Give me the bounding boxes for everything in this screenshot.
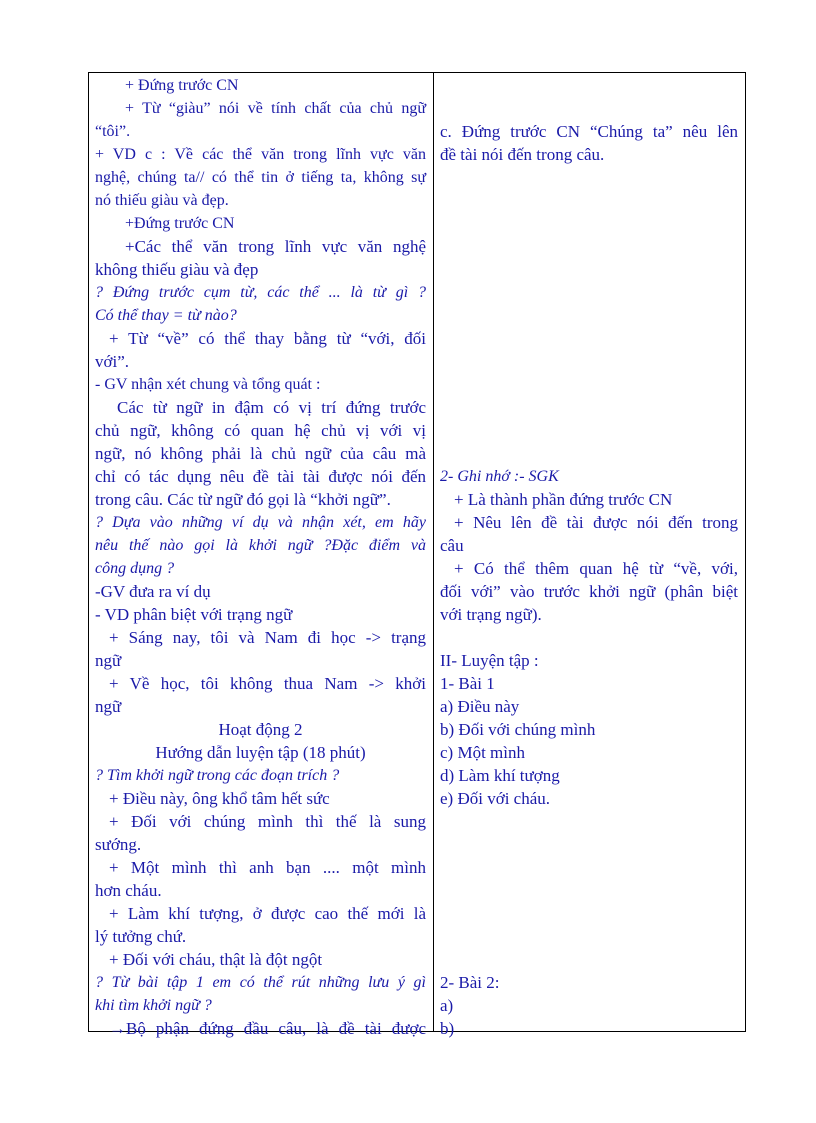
left-line: ngữ, nó không phải là chủ ngữ của câu mà — [95, 444, 426, 463]
right-heading: II- Luyện tập : — [440, 651, 539, 670]
right-line: + Có thể thêm quan hệ từ “về, với, — [454, 559, 738, 578]
left-line: - GV nhận xét chung và tổng quát : — [95, 376, 321, 393]
left-question: ? Tìm khởi ngữ trong các đoạn trích ? — [95, 767, 340, 784]
left-line: ngữ — [95, 697, 122, 716]
section-subheading: Hướng dẫn luyện tập (18 phút) — [155, 743, 366, 762]
left-line: nghệ, chúng ta// có thể tin ở tiếng ta, không sự — [95, 169, 426, 186]
section-heading: Hoạt động 2 — [218, 720, 303, 739]
left-line: ngữ — [95, 651, 122, 670]
lesson-table — [88, 72, 746, 1038]
left-line: chủ ngữ, không có quan hệ chủ vị với vị — [95, 421, 426, 440]
left-question: nêu thế nào gọi là khởi ngữ ?Đặc điểm và — [95, 537, 426, 554]
right-line: đối với” vào trước khởi ngữ (phân biệt — [440, 582, 738, 601]
right-heading: 2- Ghi nhớ :- SGK — [440, 468, 559, 485]
left-question: ? Từ bài tập 1 em có thể rút những lưu ý gì — [95, 974, 426, 991]
left-line: + Từ “giàu” nói về tính chất của chủ ngữ — [125, 100, 426, 117]
right-line: b) — [440, 1019, 455, 1038]
left-line: - VD phân biệt với trạng ngữ — [95, 605, 293, 624]
column-divider — [433, 73, 434, 1031]
right-heading: 2- Bài 2: — [440, 973, 500, 992]
left-line: trong câu. Các từ ngữ đó gọi là “khởi ngữ”. — [95, 490, 391, 509]
right-line: e) Đối với cháu. — [440, 789, 551, 808]
left-line: →Bộ phận đứng đầu câu, là đề tài được — [109, 1019, 426, 1038]
left-line: chỉ có tác dụng nêu đề tài tài được nói đến — [95, 467, 426, 486]
right-line: c. Đứng trước CN “Chúng ta” nêu lên — [440, 122, 738, 141]
left-line: + Điều này, ông khổ tâm hết sức — [109, 789, 330, 808]
right-line: 1- Bài 1 — [440, 674, 495, 693]
left-line: + Đối với cháu, thật là đột ngột — [109, 950, 323, 969]
right-line: a) — [440, 996, 454, 1015]
right-line: câu — [440, 536, 464, 555]
left-line: lý tưởng chứ. — [95, 927, 187, 946]
left-line: + Từ “về” có thể thay bằng từ “với, đối — [109, 329, 426, 348]
left-line: nó thiếu giàu và đẹp. — [95, 192, 229, 209]
left-line: không thiếu giàu và đẹp — [95, 260, 259, 279]
left-line: “tôi”. — [95, 123, 131, 140]
right-line: + Nêu lên đề tài được nói đến trong — [454, 513, 738, 532]
left-line: + Sáng nay, tôi và Nam đi học -> trạng — [109, 628, 426, 647]
left-question: công dụng ? — [95, 560, 175, 577]
left-line: với”. — [95, 352, 130, 371]
left-line: + Làm khí tượng, ở được cao thế mới là — [109, 904, 426, 923]
right-line: đề tài nói đến trong câu. — [440, 145, 605, 164]
left-line: + Đứng trước CN — [125, 77, 239, 94]
left-line: + Một mình thì anh bạn .... một mình — [109, 858, 426, 877]
left-question: ? Dựa vào những ví dụ và nhận xét, em hãy — [95, 514, 426, 531]
right-line: b) Đối với chúng mình — [440, 720, 596, 739]
left-line: hơn cháu. — [95, 881, 162, 900]
left-line: sướng. — [95, 835, 142, 854]
left-line: Các từ ngữ in đậm có vị trí đứng trước — [117, 398, 426, 417]
left-line: + Về học, tôi không thua Nam -> khởi — [109, 674, 426, 693]
left-line: + Đối với chúng mình thì thế là sung — [109, 812, 426, 831]
right-line: + Là thành phần đứng trước CN — [454, 490, 673, 509]
left-line: +Các thể văn trong lĩnh vực văn nghệ — [125, 237, 426, 256]
right-line: c) Một mình — [440, 743, 525, 762]
right-line: d) Làm khí tượng — [440, 766, 560, 785]
left-question: ? Đứng trước cụm từ, các thể ... là từ gì ? — [95, 284, 426, 301]
right-line: với trạng ngữ). — [440, 605, 542, 624]
left-question: khi tìm khởi ngữ ? — [95, 997, 212, 1014]
left-line: -GV đưa ra ví dụ — [95, 582, 211, 601]
left-question: Có thể thay = từ nào? — [95, 307, 237, 324]
right-line: a) Điều này — [440, 697, 520, 716]
left-line: + VD c : Về các thể văn trong lĩnh vực văn — [95, 146, 426, 163]
left-line: +Đứng trước CN — [125, 215, 235, 232]
